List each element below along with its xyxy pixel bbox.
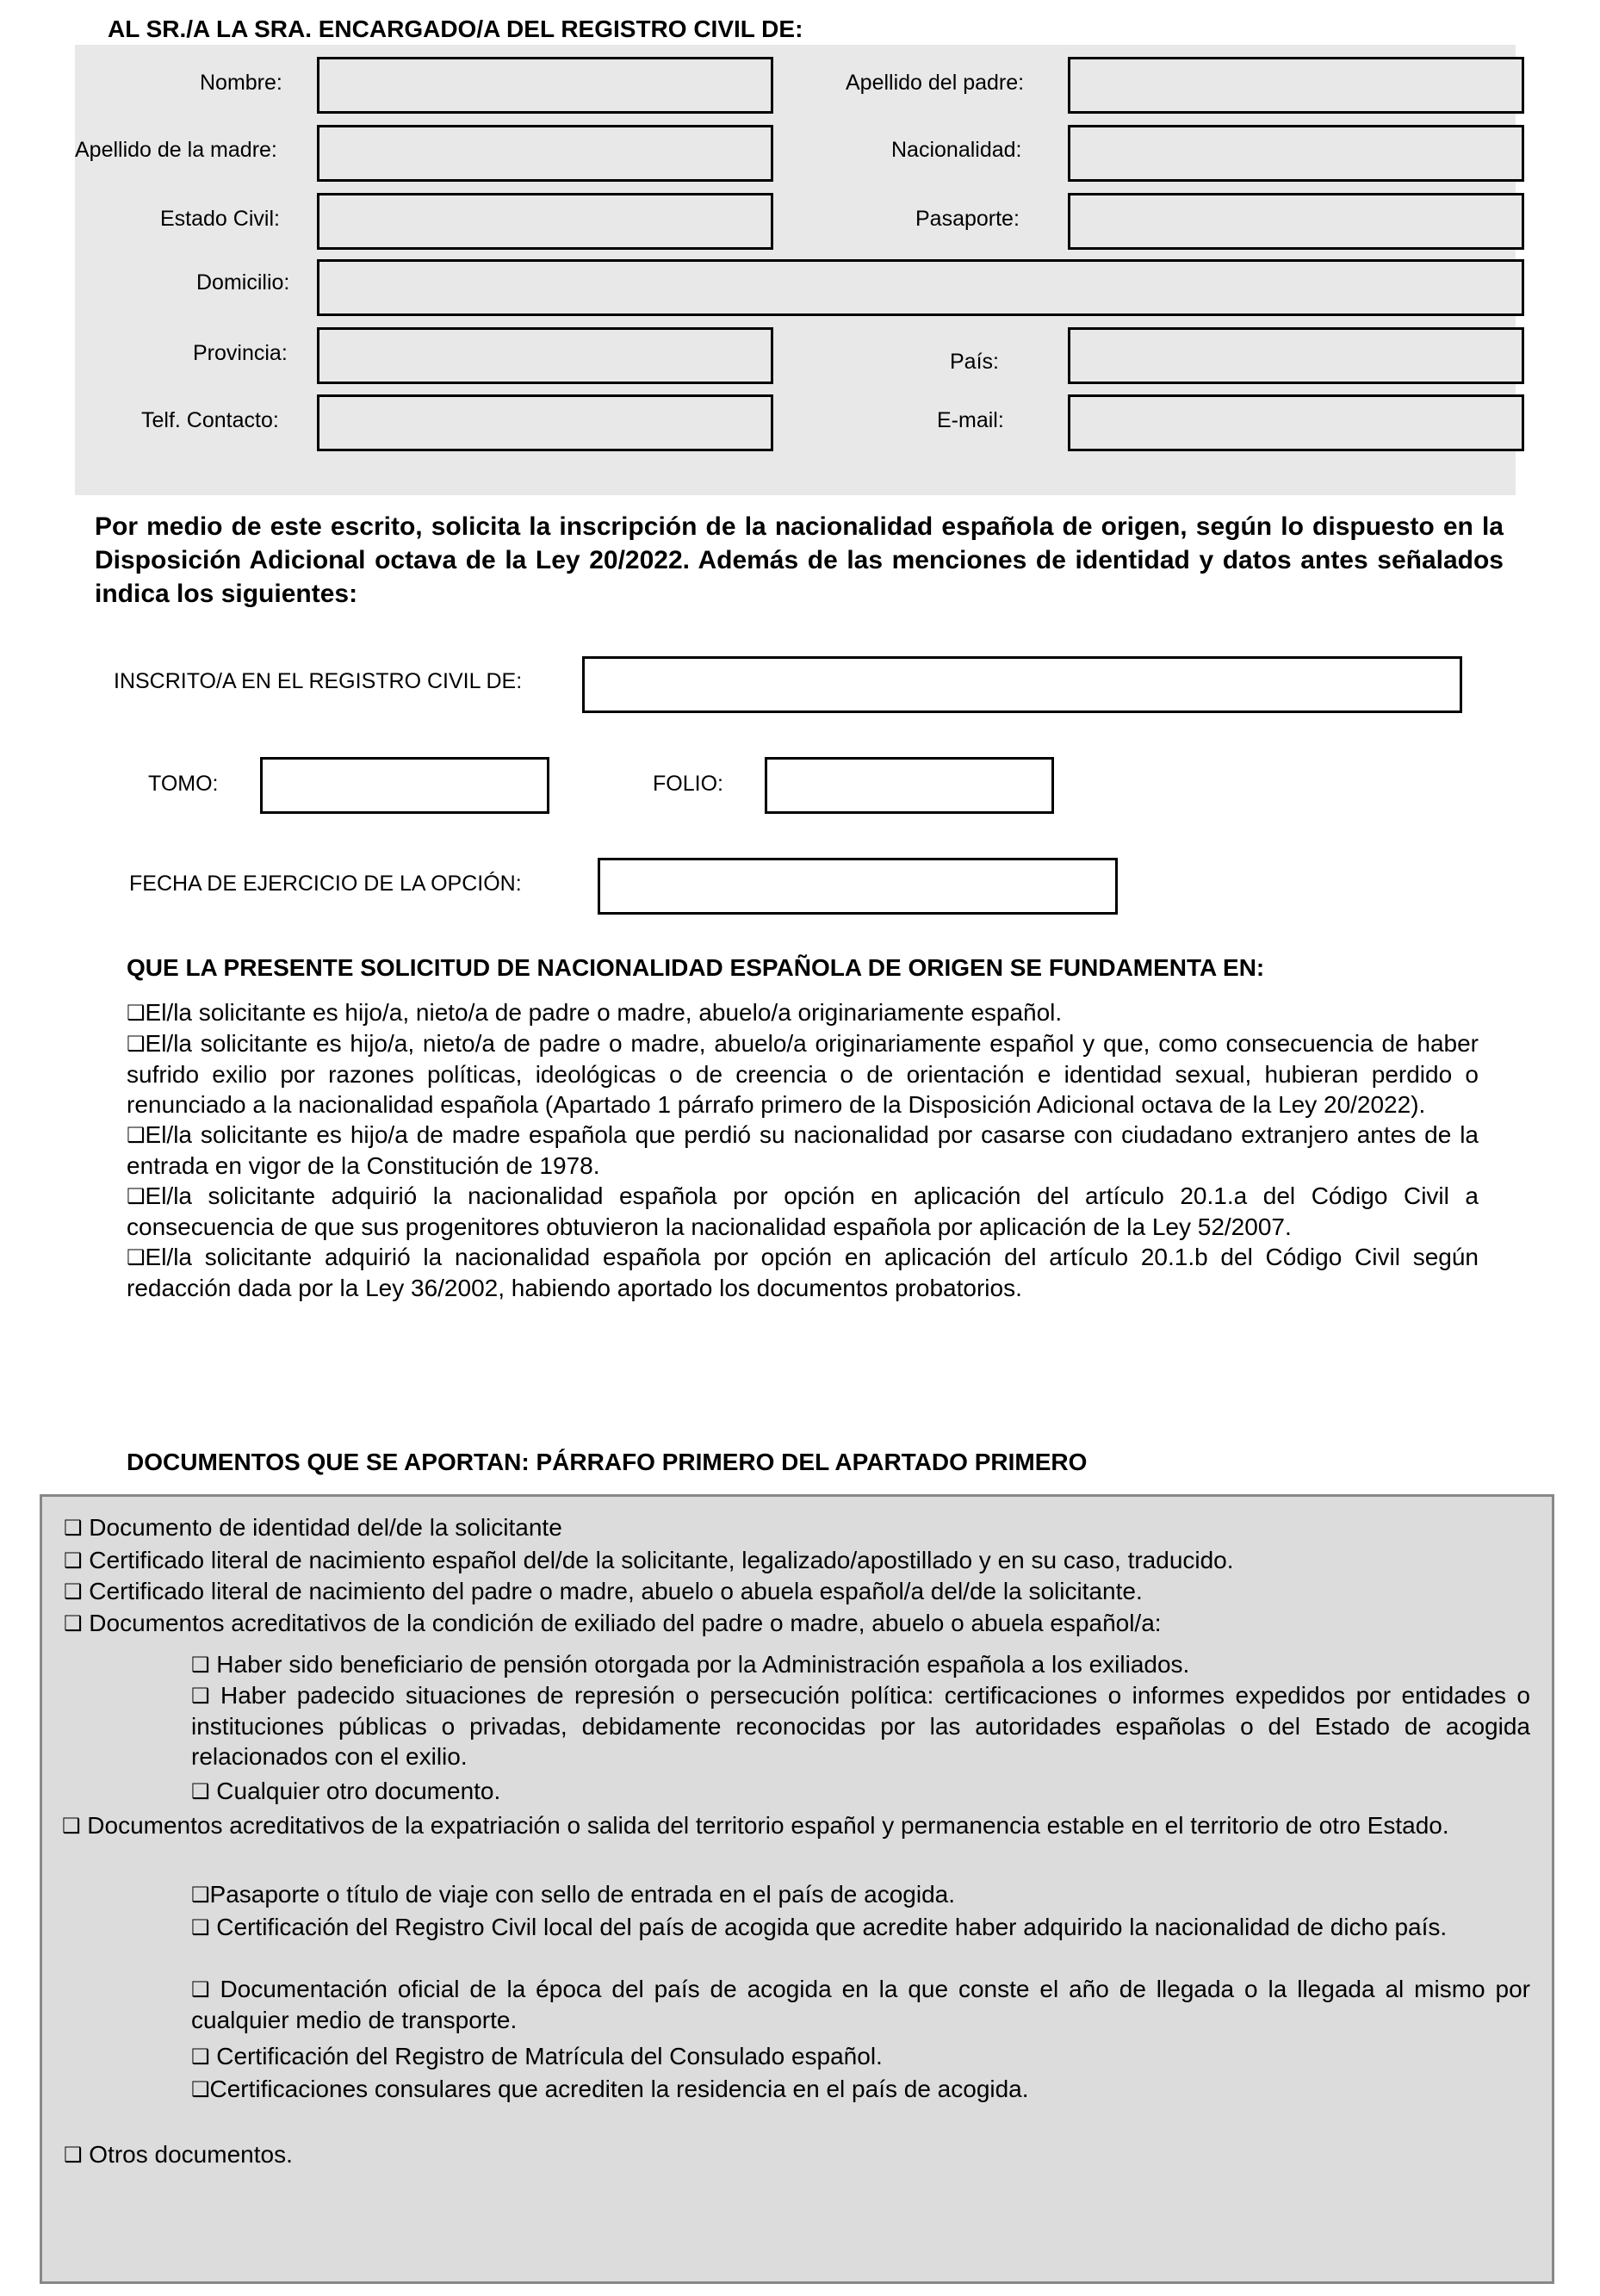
checkbox-icon[interactable]: ❑ [127, 1245, 146, 1269]
fundamento-item[interactable]: ❑El/la solicitante es hijo/a, nieto/a de padre o madre, abuelo/a originariamente español y que, como consecuencia de haber sufrido exilio por razones políticas, ideológicas o de creencia o de orientación e identidad sexual, hubieran perdido o renunciado a la nacionalidad española (Apartado 1 párrafo primero de la Disposición Adicional octava de la Ley 20/2022). [127, 1030, 1479, 1118]
fecha-field[interactable] [598, 858, 1118, 915]
fundamento-item[interactable]: ❑El/la solicitante es hijo/a de madre española que perdió su nacionalidad por casarse con ciudadano extranjero antes de la entrada en vigor de la Constitución de 1978. [127, 1121, 1479, 1179]
checkbox-icon[interactable]: ❑ [64, 1611, 83, 1635]
checkbox-icon[interactable]: ❑ [191, 1977, 210, 2001]
pais-label: País: [950, 350, 999, 374]
fundamento-title: QUE LA PRESENTE SOLICITUD DE NACIONALIDAD ESPAÑOLA DE ORIGEN SE FUNDAMENTA EN: [127, 954, 1265, 981]
checkbox-icon[interactable]: ❑ [191, 2045, 210, 2069]
checkbox-icon[interactable]: ❑ [191, 1684, 210, 1708]
apellido-padre-label: Apellido del padre: [846, 71, 1025, 95]
telefono-label: Telf. Contacto: [141, 408, 279, 432]
email-label: E-mail: [937, 408, 1004, 432]
estado-civil-field[interactable] [317, 193, 773, 250]
nombre-field[interactable] [317, 57, 773, 114]
telefono-field[interactable] [317, 394, 773, 451]
doc-item[interactable]: ❑ Documentos acreditativos de la expatriación o salida del territorio español y permanencia estable en el territorio de otro Estado. [62, 1812, 1449, 1839]
doc-item[interactable]: ❑ Documentos acreditativos de la condición de exiliado del padre o madre, abuelo o abuela español/a: [64, 1610, 1162, 1636]
doc-subitem[interactable]: ❑ Haber sido beneficiario de pensión otorgada por la Administración española a los exiliados. [191, 1651, 1190, 1678]
checkbox-icon[interactable]: ❑ [191, 1653, 210, 1677]
doc-item[interactable]: ❑ Certificado literal de nacimiento del padre o madre, abuelo o abuela español/a del/de la solicitante. [64, 1578, 1143, 1604]
checkbox-icon[interactable]: ❑ [64, 2143, 83, 2167]
documentos-title: DOCUMENTOS QUE SE APORTAN: PÁRRAFO PRIMERO DEL APARTADO PRIMERO [127, 1449, 1088, 1475]
fundamento-item[interactable]: ❑El/la solicitante adquirió la nacionalidad española por opción en aplicación del artículo 20.1.a del Código Civil a consecuencia de que sus progenitores obtuvieron la nacionalidad española por aplicación de la Ley 52/2007. [127, 1182, 1479, 1240]
inscrito-label: INSCRITO/A EN EL REGISTRO CIVIL DE: [114, 669, 523, 693]
checkbox-icon[interactable]: ❑ [191, 2077, 210, 2101]
checkbox-icon[interactable]: ❑ [127, 1184, 146, 1208]
nacionalidad-field[interactable] [1068, 125, 1524, 182]
fecha-label: FECHA DE EJERCICIO DE LA OPCIÓN: [129, 872, 522, 896]
checkbox-icon[interactable]: ❑ [127, 1032, 146, 1056]
provincia-field[interactable] [317, 327, 773, 384]
inscrito-field[interactable] [582, 656, 1462, 713]
domicilio-label: Domicilio: [196, 270, 290, 295]
folio-field[interactable] [765, 757, 1054, 814]
checkbox-icon[interactable]: ❑ [64, 1516, 83, 1540]
domicilio-field[interactable] [317, 259, 1524, 316]
apellido-madre-field[interactable] [317, 125, 773, 182]
doc-subitem[interactable]: ❑ Certificación del Registro Civil local del país de acogida que acredite haber adquirido la nacionalidad de dicho país. [191, 1914, 1448, 1940]
pasaporte-field[interactable] [1068, 193, 1524, 250]
tomo-field[interactable] [260, 757, 549, 814]
checkbox-icon[interactable]: ❑ [64, 1548, 83, 1573]
checkbox-icon[interactable]: ❑ [127, 1001, 146, 1025]
doc-subitem[interactable]: ❑ Cualquier otro documento. [191, 1778, 501, 1804]
nombre-label: Nombre: [200, 71, 282, 95]
doc-subitem[interactable]: ❑ Documentación oficial de la época del país de acogida en la que conste el año de llegada o la llegada al mismo por cualquier medio de transporte. [191, 1976, 1530, 2033]
pasaporte-label: Pasaporte: [915, 207, 1020, 231]
doc-subitem[interactable]: ❑ Certificación del Registro de Matrícula del Consulado español. [191, 2043, 883, 2070]
checkbox-icon[interactable]: ❑ [191, 1915, 210, 1939]
doc-item[interactable]: ❑ Otros documentos. [64, 2141, 293, 2168]
fundamento-item[interactable]: ❑El/la solicitante es hijo/a, nieto/a de padre o madre, abuelo/a originariamente español. [127, 999, 1063, 1026]
apellido-madre-label: Apellido de la madre: [75, 138, 277, 162]
doc-subitem[interactable]: ❑ Haber padecido situaciones de represión o persecución política: certificaciones o informes expedidos por entidades o instituciones públicas o privadas, debidamente reconocidas por las autoridades españolas o del Estado de acogida relacionados con el exilio. [191, 1682, 1531, 1770]
folio-label: FOLIO: [653, 772, 723, 796]
doc-item[interactable]: ❑ Certificado literal de nacimiento español del/de la solicitante, legalizado/apostillado y en su caso, traducido. [64, 1547, 1234, 1573]
pais-field[interactable] [1068, 327, 1524, 384]
checkbox-icon[interactable]: ❑ [191, 1883, 210, 1907]
checkbox-icon[interactable]: ❑ [127, 1123, 146, 1147]
form-title: AL SR./A LA SRA. ENCARGADO/A DEL REGISTRO CIVIL DE: [108, 16, 803, 42]
doc-subitem[interactable]: ❑Pasaporte o título de viaje con sello de entrada en el país de acogida. [191, 1881, 955, 1908]
intro-paragraph: Por medio de este escrito, solicita la inscripción de la nacionalidad española de origen, según lo dispuesto en la Disposición Adicional octava de la Ley 20/2022. Además de las menciones de identidad y datos antes señalados indica los siguientes: [95, 512, 1504, 608]
nacionalidad-label: Nacionalidad: [891, 138, 1022, 162]
provincia-label: Provincia: [193, 341, 288, 365]
fundamento-list [127, 997, 1479, 1303]
checkbox-icon[interactable]: ❑ [62, 1814, 81, 1838]
checkbox-icon[interactable]: ❑ [64, 1579, 83, 1604]
estado-civil-label: Estado Civil: [160, 207, 280, 231]
checkbox-icon[interactable]: ❑ [191, 1779, 210, 1803]
doc-subitem[interactable]: ❑Certificaciones consulares que acrediten la residencia en el país de acogida. [191, 2076, 1029, 2102]
fundamento-item[interactable]: ❑El/la solicitante adquirió la nacionalidad española por opción en aplicación del artículo 20.1.b del Código Civil según redacción dada por la Ley 36/2002, habiendo aportado los documentos probatorios. [127, 1244, 1479, 1301]
doc-item[interactable]: ❑ Documento de identidad del/de la solicitante [64, 1514, 562, 1541]
email-field[interactable] [1068, 394, 1524, 451]
apellido-padre-field[interactable] [1068, 57, 1524, 114]
tomo-label: TOMO: [148, 772, 219, 796]
